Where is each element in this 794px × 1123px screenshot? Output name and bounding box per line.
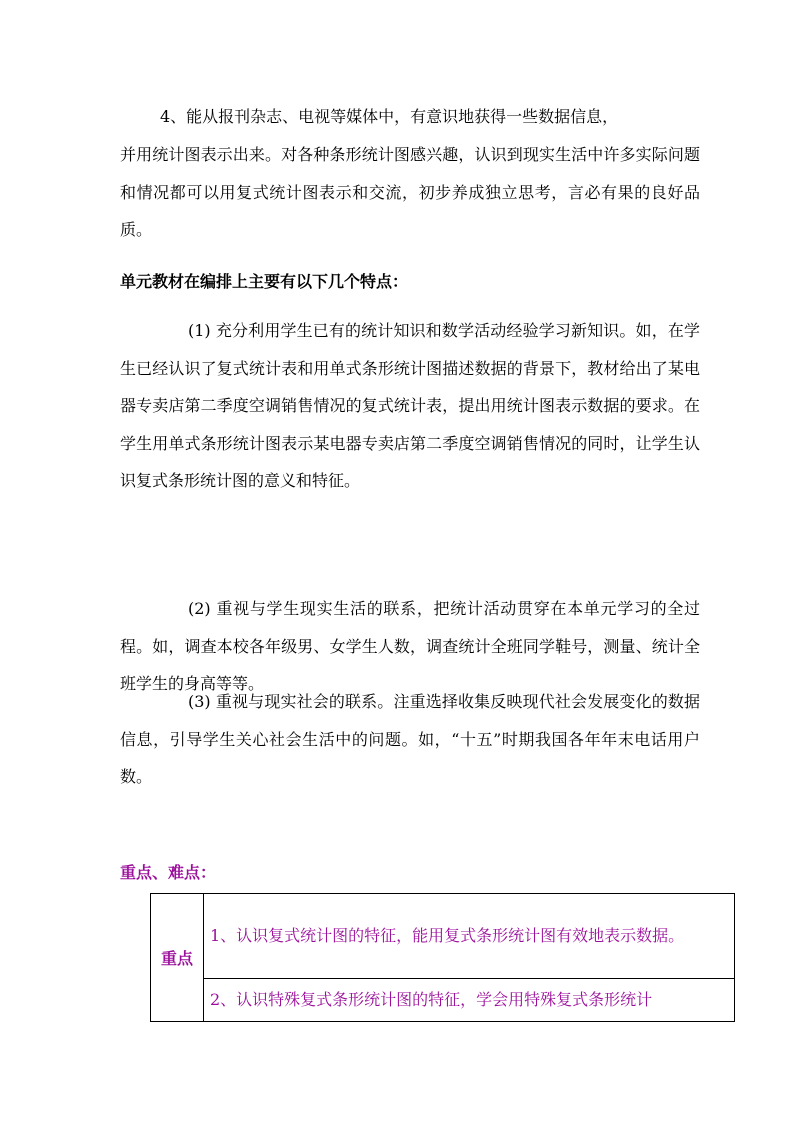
key-points-heading: 重点、难点： [120, 863, 217, 882]
key-points-table [150, 893, 735, 1022]
key-points-label: 重点 [151, 894, 204, 1022]
key-point-item-1: 1、认识复式统计图的特征，能用复式条形统计图有效地表示数据。 [204, 894, 735, 979]
feature-1-paragraph: (1) 充分利用学生已有的统计知识和数学活动经验学习新知识。如，在学生已经认识了复式统计表和用单式条形统计图描述数据的背景下，教材给出了某电器专卖店第二季度空调销售情况的复式统计表，提出用统计图表示数据的要求。在学生用单式条形统计图表示某电器专卖店第二季度空调销售情况的同时，让学生认识复式条形统计图的意义和特征。 [120, 321, 700, 490]
table-row [151, 979, 735, 1022]
table-row [151, 894, 735, 979]
paragraph-4-line1: 4、能从报刊杂志、电视等媒体中，有意识地获得一些数据信息， [160, 107, 619, 126]
paragraph-4-body: 并用统计图表示出来。对各种条形统计图感兴趣，认识到现实生活中许多实际问题和情况都可以用复式统计图表示和交流，初步养成独立思考，言必有果的良好品质。 [120, 145, 700, 239]
feature-2-paragraph: (2) 重视与学生现实生活的联系，把统计活动贯穿在本单元学习的全过程。如，调查本校各年级男、女学生人数，调查统计全班同学鞋号，测量、统计全班学生的身高等等。 [120, 599, 700, 693]
feature-3-paragraph: (3) 重视与现实社会的联系。注重选择收集反映现代社会发展变化的数据信息，引导学生关心社会生活中的问题。如，“十五”时期我国各年年末电话用户数。 [120, 692, 700, 786]
features-heading: 单元教材在编排上主要有以下几个特点： [120, 272, 409, 291]
key-point-item-2: 2、认识特殊复式条形统计图的特征，学会用特殊复式条形统计 [204, 979, 735, 1022]
